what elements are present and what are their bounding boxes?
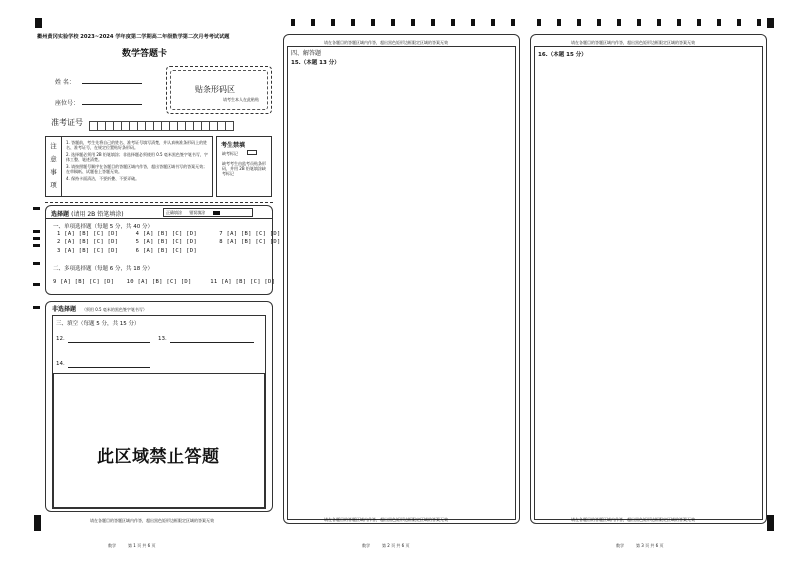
corner-mark	[35, 18, 42, 28]
timing-mark	[33, 237, 40, 240]
answer-region-16[interactable]	[530, 34, 767, 524]
notice-item: 3. 请按照题号顺序在各题目的答题区域内作答，超出答题区域书写的答案无效；在草稿纸、试题卷上答题无效。	[66, 164, 208, 174]
notice-char: 注	[50, 142, 57, 150]
q14-label: 14.	[56, 361, 65, 367]
timing-mark	[511, 19, 515, 26]
answer-q11[interactable]: 11 [A] [B] [C] [D]	[210, 279, 276, 285]
multi-choice-row[interactable]	[53, 279, 275, 285]
notice-vertical-label	[46, 137, 62, 196]
question-15-label: 15.（本题 13 分）	[291, 60, 340, 66]
exam-title: 衢州黄冈实验学校 2023~2024 学年度第二学期高二年级数学第二次月考考试试题	[37, 34, 230, 40]
timing-mark	[451, 19, 455, 26]
separator-dashed	[45, 202, 273, 203]
notice-box	[45, 136, 213, 197]
timing-mark	[597, 19, 601, 26]
answer-inner-frame	[287, 46, 516, 520]
notice-char: 事	[50, 168, 57, 176]
admission-digit-cell[interactable]	[225, 121, 234, 131]
answer-q9[interactable]: 9 [A] [B] [C] [D]	[53, 279, 115, 285]
nonchoice-header	[52, 304, 147, 313]
name-field[interactable]	[82, 83, 142, 84]
q13-label: 13.	[158, 336, 167, 342]
name-label: 姓 名：	[55, 79, 75, 86]
candidate-box-label: 缺考标记	[222, 151, 238, 156]
timing-mark	[411, 19, 415, 26]
multi-choice-title: 二、多项选择题（每题 6 分，共 18 分）	[53, 266, 153, 272]
timing-mark	[657, 19, 661, 26]
answer-q4[interactable]: 4 [A] [B] [C] [D]	[135, 231, 198, 237]
timing-mark	[757, 19, 761, 26]
timing-mark	[331, 19, 335, 26]
candidate-box-title: 考生禁填	[221, 142, 246, 149]
corner-mark	[767, 515, 774, 531]
footer-page: 第 2 页 共 6 页	[382, 543, 410, 548]
corner-mark	[767, 18, 774, 28]
nonchoice-section	[45, 301, 273, 512]
timing-mark	[557, 19, 561, 26]
notice-char: 项	[50, 181, 57, 189]
nonchoice-title: 非选择题	[52, 306, 77, 313]
footer-page: 第 1 页 共 6 页	[128, 543, 156, 548]
timing-mark	[431, 19, 435, 26]
timing-mark	[33, 262, 40, 265]
single-choice-row[interactable]	[57, 248, 216, 254]
single-choice-row[interactable]	[57, 231, 281, 237]
footer-subject: 数学	[616, 543, 624, 548]
notice-item: 2. 选择题必须用 2B 铅笔填涂；非选择题必须使用 0.5 毫米黑色签字笔书写，字体工整、笔迹清楚。	[66, 152, 208, 162]
answer-inner-frame	[534, 46, 763, 520]
timing-mark	[33, 306, 40, 309]
timing-mark	[351, 19, 355, 26]
q12-answer-line[interactable]	[68, 342, 150, 343]
barcode-note: 请考生本人在此粘贴	[223, 97, 259, 102]
answer-q3[interactable]: 3 [A] [B] [C] [D]	[57, 248, 119, 254]
admission-label: 准考证号	[51, 118, 83, 127]
choice-title	[51, 209, 124, 218]
notice-item: 1. 答题前，考生先将自己的姓名、准考证号填写清楚，并认真核准条形码上的姓名、准考证号，在规定位置贴好条形码。	[66, 140, 208, 150]
notice-char: 意	[50, 155, 57, 163]
answer-q10[interactable]: 10 [A] [B] [C] [D]	[126, 279, 192, 285]
q14-answer-line[interactable]	[68, 367, 150, 368]
forbidden-text: 此区域禁止答题	[97, 447, 220, 467]
choice-divider	[46, 218, 272, 219]
candidate-box	[216, 136, 272, 197]
choice-title-text: 选择题	[51, 211, 70, 218]
answer-q1[interactable]: 1 [A] [B] [C] [D]	[57, 231, 119, 237]
forbidden-area	[53, 373, 265, 508]
answer-q8[interactable]: 8 [A] [B] [C] [D]	[219, 239, 281, 245]
answer-q7[interactable]: 7 [A] [B] [C] [D]	[219, 231, 281, 237]
q13-answer-line[interactable]	[170, 342, 254, 343]
answer-region-15[interactable]	[283, 34, 520, 524]
choice-hint: (请用 2B 铅笔填涂)	[71, 211, 124, 218]
answer-q6[interactable]: 6 [A] [B] [C] [D]	[135, 248, 198, 254]
timing-mark	[471, 19, 475, 26]
barcode-label: 贴条形码区	[195, 85, 235, 94]
fill-example-label-2: 错误填涂	[189, 210, 206, 215]
timing-mark	[391, 19, 395, 26]
timing-mark	[491, 19, 495, 26]
answer-q2[interactable]: 2 [A] [B] [C] [D]	[57, 239, 119, 245]
footer-subject: 数学	[362, 543, 370, 548]
bottom-note: 请在各题目的答题区域内作答，超出黑色矩形边框限定区域的答案无效	[571, 517, 695, 522]
filled-bubble-example	[213, 211, 220, 215]
fill-example	[163, 208, 253, 217]
fill-example-label: 正确填涂	[166, 210, 182, 215]
timing-mark	[577, 19, 581, 26]
top-note: 请在各题目的答题区域内作答，超出黑色矩形边框限定区域的答案无效	[324, 40, 448, 45]
timing-mark	[33, 207, 40, 210]
seat-field[interactable]	[82, 104, 142, 105]
timing-mark	[697, 19, 701, 26]
notice-items	[66, 140, 211, 181]
admission-number-cells[interactable]	[90, 116, 234, 128]
timing-mark	[617, 19, 621, 26]
top-note: 请在各题目的答题区域内作答，超出黑色矩形边框限定区域的答案无效	[571, 40, 695, 45]
fill-blank-title: 三、填空（每题 5 分，共 15 分）	[56, 321, 140, 327]
timing-mark	[737, 19, 741, 26]
timing-mark	[33, 283, 40, 286]
timing-mark	[717, 19, 721, 26]
single-choice-row[interactable]	[57, 239, 281, 245]
notice-item: 4. 保持卡面清洁，不要折叠、不要弄破。	[66, 176, 140, 181]
timing-mark	[537, 19, 541, 26]
question-16-label: 16.（本题 15 分）	[538, 52, 587, 58]
single-choice-title: 一、单项选择题（每题 5 分，共 40 分）	[53, 224, 153, 230]
barcode-area	[166, 66, 272, 114]
q12-label: 12.	[56, 336, 65, 342]
choice-section	[45, 205, 281, 295]
footer-subject: 数学	[108, 543, 116, 548]
timing-mark	[33, 230, 40, 233]
answer-q5[interactable]: 5 [A] [B] [C] [D]	[135, 239, 198, 245]
bottom-note: 请在各题目的答题区域内作答，超出黑色矩形边框限定区域的答案无效	[324, 517, 448, 522]
card-title: 数学答题卡	[122, 49, 168, 59]
candidate-box-note: 缺考考生由监考员贴条形码，并用 2B 铅笔填涂缺考标记	[222, 161, 266, 176]
corner-mark	[34, 515, 41, 531]
footer-page: 第 3 页 共 6 页	[636, 543, 664, 548]
bottom-note: 请在各题目的答题区域内作答，超出黑色矩形边框限定区域的答案无效	[90, 518, 214, 523]
absent-mark-box[interactable]	[247, 150, 257, 155]
timing-mark	[371, 19, 375, 26]
timing-mark	[311, 19, 315, 26]
timing-mark	[637, 19, 641, 26]
timing-mark	[677, 19, 681, 26]
nonchoice-hint: （须用 0.5 毫米的黑色签字笔书写）	[81, 307, 147, 312]
section-title: 四、解答题	[291, 50, 322, 57]
seat-label: 座位号：	[55, 100, 80, 107]
timing-mark	[291, 19, 295, 26]
timing-mark	[33, 244, 40, 247]
